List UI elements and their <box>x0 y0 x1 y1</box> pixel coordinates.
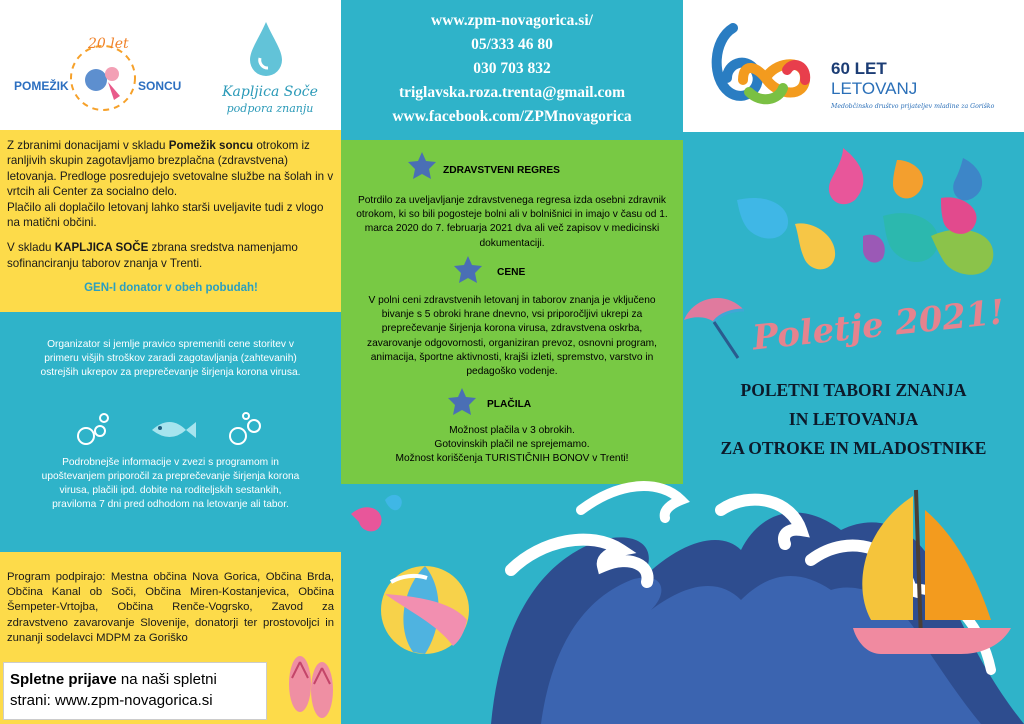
cene-title: CENE <box>497 267 526 278</box>
star-icon <box>407 150 437 180</box>
payment-paragraph: Plačilo ali doplačilo letovanj lahko starši uveljavite tudi z vlogo na matični občini. <box>7 200 324 230</box>
kapljica-soce-logo <box>200 0 341 130</box>
flip-flops-icon <box>284 652 338 720</box>
sixty-years: 60 LET <box>831 59 887 78</box>
gen-i-donor: GEN-I donator v obeh pobudah! <box>84 282 258 295</box>
regres-text: Potrdilo za uveljavljanje zdravstvenega regresa izda osebni zdravnik otrokom, ki so bili pogosteje bolni ali v bolnišnici in imajo v času od 1. marca 2020 do 7. februarja 2021 dva ali več zapisov v medicinski dokumentaciji. <box>356 195 668 249</box>
waves-illustration <box>341 470 1024 724</box>
partner-logos <box>0 0 341 130</box>
pomezik-word2: SONCU <box>138 79 182 93</box>
regres-title: ZDRAVSTVENI REGRES <box>443 165 560 176</box>
sixty-years-logo <box>683 0 1024 132</box>
star-icon <box>447 386 477 416</box>
organizer-notes <box>0 312 341 552</box>
paint-splashes <box>683 140 1024 310</box>
sponsors-paragraph: Program podpirajo: Mestna občina Nova Gorica, Občina Brda, Občina Kanal ob Soči, Občina Miren-Kostanjevica, Občina Šempeter-Vrtojba, Občina Renče-Vogrsko, Zavod za zdravstveno zavarovanje Slovenije, donatorji ter prostovoljci in zunanji sodelavci MDPM za Goriško <box>7 571 334 644</box>
letovanj-sub: Medobčinsko društvo prijateljev mladine za Goriško <box>831 103 995 110</box>
main-headline: POLETNI TABORI ZNANJA IN LETOVANJA ZA OTROKE IN MLADOSTNIKE <box>720 380 987 458</box>
registration-url[interactable]: strani: www.zpm-novagorica.si <box>10 692 213 709</box>
placila-title: PLAČILA <box>487 399 532 410</box>
pomezik-word1: POMEŽIK <box>14 79 69 93</box>
donation-info <box>0 130 341 312</box>
registration-label: Spletne prijave <box>10 671 117 688</box>
contact-phone1: 05/333 46 80 <box>471 36 553 53</box>
letovanj-word: LETOVANJ <box>831 79 918 98</box>
info-panel <box>341 140 683 484</box>
cene-text: V polni ceni zdravstvenih letovanj in taborov znanja je vključeno bivanje s 5 obroki hrane dnevno, vsi priporočljivi ukrepi za preprečevanje širjenja korona virusa, zdravstvena oskrba, zavarovanje odgovornosti, organiziran prevoz, osnovni program, animacija, športne aktivnosti, krajši izleti, spremstvo, varstvo in pedagoško vodenje. <box>367 295 657 378</box>
fish-bubbles-icon <box>0 404 341 454</box>
poletje-title: Poletje 2021! <box>750 292 1007 359</box>
organizer-paragraph: Organizator si jemlje pravico spremeniti cene storitev v primeru višjih stroškov zaradi zagotavljanja (zahtevanih) ostrejših ukrepov za preprečevanje širjenja korona virusa. <box>40 339 301 378</box>
details-paragraph: Podrobnejše informacije v zvezi s programom in upoštevanjem priporočil za preprečevanje širjenja korona virusa, plačili ipd. dobite na roditeljskih sestankih, praviloma 7 dni pred odhodom na letovanje ali tabor. <box>41 457 300 510</box>
kapljica-title: Kapljica Soče <box>222 84 318 100</box>
online-registration: Spletne prijave na naši spletni strani: www.zpm-novagorica.si <box>3 662 267 720</box>
kapljica-paragraph: V skladu KAPLJICA SOČE zbrana sredstva namenjamo sofinanciranju taborov znanja v Trenti. <box>7 241 298 270</box>
placila-text: Možnost plačila v 3 obrokih. Gotovinskih plačil ne sprejemamo. Možnost koriščenja TURISTIČNIH BONOV v Trenti! <box>395 425 629 465</box>
contact-block <box>341 0 683 140</box>
sixty-years-logo-area <box>683 0 1024 132</box>
contact-web[interactable]: www.zpm-novagorica.si/ <box>431 12 593 29</box>
kapljica-sub: podpora znanju <box>226 102 314 115</box>
donation-paragraph: Z zbranimi donacijami v skladu Pomežik soncu otrokom iz ranljivih skupin zagotavljamo brezplačna (zdravstvena) letovanja. Predloge posredujejo svetovalne službe na šolah in v vrtcih ali Center za socialno delo. <box>7 139 334 199</box>
contact-email[interactable]: triglavska.roza.trenta@gmail.com <box>398 84 626 101</box>
star-icon <box>453 254 483 284</box>
contact-facebook[interactable]: www.facebook.com/ZPMnovagorica <box>392 108 632 125</box>
sailboat-icon <box>853 490 1011 654</box>
pomezik-years: 20 let <box>88 36 129 52</box>
umbrella-icon <box>680 292 754 366</box>
beach-ball-icon <box>381 566 469 654</box>
contact-phone2: 030 703 832 <box>473 60 551 77</box>
